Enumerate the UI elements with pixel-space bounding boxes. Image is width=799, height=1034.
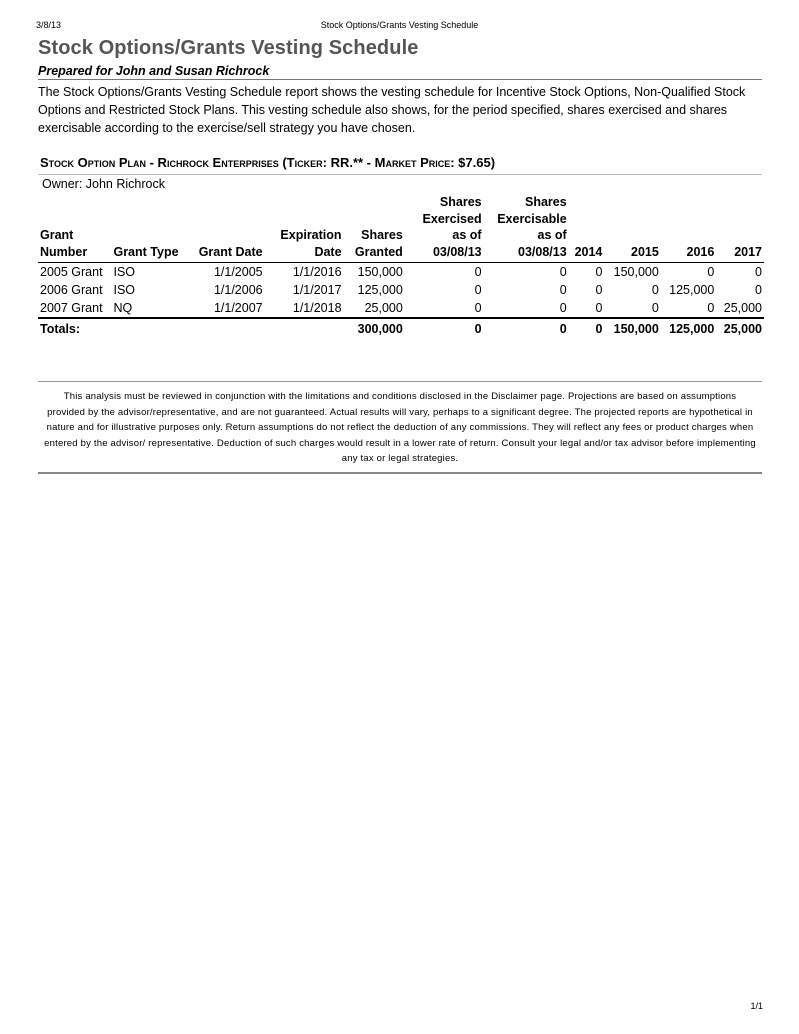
table-cell: 1/1/2006 — [213, 283, 263, 297]
table-cell: 0 — [595, 265, 603, 279]
vesting-table — [38, 194, 764, 338]
column-header — [661, 194, 717, 263]
prepared-for: Prepared for John and Susan Richrock — [38, 64, 270, 78]
table-cell: 0 — [707, 265, 715, 279]
table-cell: 2005 Grant — [40, 265, 103, 279]
table-cell: 2007 Grant — [40, 301, 103, 315]
table-cell: 0 — [651, 301, 659, 315]
totals-cell: 125,000 — [669, 322, 715, 336]
totals-cell: 25,000 — [723, 322, 762, 336]
column-header-line: Exercised — [422, 211, 482, 226]
table-cell: 150,000 — [357, 265, 403, 279]
table-cell: 1/1/2018 — [292, 301, 342, 315]
column-header — [484, 194, 569, 263]
table-cell: 2006 Grant — [40, 283, 103, 297]
totals-cell — [191, 318, 264, 338]
table-cell: 1/1/2007 — [213, 301, 263, 315]
column-header-line: 2014 — [574, 244, 603, 259]
table-cell: 0 — [474, 301, 482, 315]
table-cell: 0 — [651, 283, 659, 297]
column-header — [191, 194, 264, 263]
column-header-line: Grant Type — [113, 244, 179, 259]
totals-cell: Totals: — [40, 322, 81, 336]
column-header-line: Shares — [439, 195, 482, 209]
table-row — [38, 263, 764, 282]
title-divider — [38, 79, 762, 80]
column-header — [716, 194, 764, 263]
column-header-line: Granted — [354, 244, 403, 259]
column-header-line: 2017 — [734, 244, 762, 259]
column-header-line: Number — [40, 244, 88, 259]
table-cell: 0 — [595, 283, 603, 297]
table-cell: 1/1/2005 — [213, 265, 263, 279]
table-cell: 0 — [474, 265, 482, 279]
column-header-line: Exercisable — [497, 211, 567, 226]
column-header-line: 03/08/13 — [518, 244, 567, 259]
table-cell: ISO — [113, 283, 136, 297]
column-header — [604, 194, 660, 263]
totals-cell: 300,000 — [357, 322, 403, 336]
column-header — [344, 194, 405, 263]
column-header-line: Expiration — [280, 228, 342, 242]
table-cell: 125,000 — [357, 283, 403, 297]
owner-label: Owner: John Richrock — [42, 177, 165, 191]
table-cell: 0 — [559, 265, 567, 279]
table-cell: 0 — [595, 301, 603, 315]
totals-cell: 0 — [595, 322, 603, 336]
plan-heading: Stock Option Plan - Richrock Enterprises (Ticker: RR.** - Market Price: $7.65) — [40, 155, 496, 170]
column-header-line: 2016 — [686, 244, 715, 259]
table-cell: 125,000 — [669, 283, 715, 297]
totals-row — [38, 318, 764, 338]
column-header-line: as of — [537, 228, 567, 242]
table-cell: 25,000 — [364, 301, 403, 315]
table-cell: 0 — [707, 301, 715, 315]
totals-cell: 150,000 — [613, 322, 659, 336]
column-header-line: Shares — [525, 195, 567, 209]
page-number: 1/1 — [750, 1001, 763, 1011]
table-cell: NQ — [113, 301, 133, 315]
column-header — [569, 194, 605, 263]
table-cell: ISO — [113, 265, 136, 279]
totals-cell — [111, 318, 191, 338]
table-row — [38, 299, 764, 318]
column-header-line: as of — [452, 228, 482, 242]
disclaimer-text: This analysis must be reviewed in conjunction with the limitations and conditions disclosed in the Disclaimer page. Projections are based on assumptions provided by the advisor/representative, and are not guaranteed. Actual results will vary, perhaps to a significant degree. The projected reports are hypothetical in nature and for illustrative purposes only. Return assumptions do not reflect the deduction of any commissions. They will reflect any fees or product charges when entered by the advisor/ representative. Deduction of such charges would result in a lower rate of return. Consult your legal and/or tax advisor before implementing any tax or legal strategies. — [44, 391, 756, 464]
table-row — [38, 281, 764, 299]
print-header-title: Stock Options/Grants Vesting Schedule — [320, 20, 479, 30]
column-header — [265, 194, 344, 263]
column-header-line: 03/08/13 — [432, 244, 482, 259]
column-header-line: Shares — [361, 228, 403, 242]
intro-paragraph: The Stock Options/Grants Vesting Schedule report shows the vesting schedule for Incentive Stock Options, Non-Qualified Stock Options and Restricted Stock Plans. This vesting schedule also shows, for the period specified, shares exercised and shares exercisable according to the exercise/sell strategy you have chosen. — [38, 85, 746, 135]
totals-cell: 0 — [559, 322, 567, 336]
table-cell: 0 — [559, 283, 567, 297]
table-cell: 0 — [755, 265, 762, 279]
totals-cell: 0 — [474, 322, 482, 336]
table-cell: 25,000 — [723, 301, 762, 315]
table-cell: 1/1/2016 — [292, 265, 342, 279]
table-cell: 0 — [755, 283, 762, 297]
totals-cell — [265, 318, 344, 338]
table-cell: 0 — [559, 301, 567, 315]
table-cell: 150,000 — [613, 265, 659, 279]
column-header-line: Date — [314, 244, 342, 259]
column-header — [38, 194, 111, 263]
table-header-row — [38, 194, 764, 263]
column-header-line: 2015 — [631, 244, 659, 259]
plan-divider — [38, 174, 762, 175]
column-header — [405, 194, 484, 263]
column-header-line: Grant — [40, 228, 74, 242]
table-cell: 0 — [474, 283, 482, 297]
table-cell: 1/1/2017 — [292, 283, 342, 297]
column-header — [111, 194, 191, 263]
column-header-line: Grant Date — [198, 244, 263, 259]
print-date: 3/8/13 — [36, 20, 62, 30]
page-title: Stock Options/Grants Vesting Schedule — [38, 37, 419, 59]
